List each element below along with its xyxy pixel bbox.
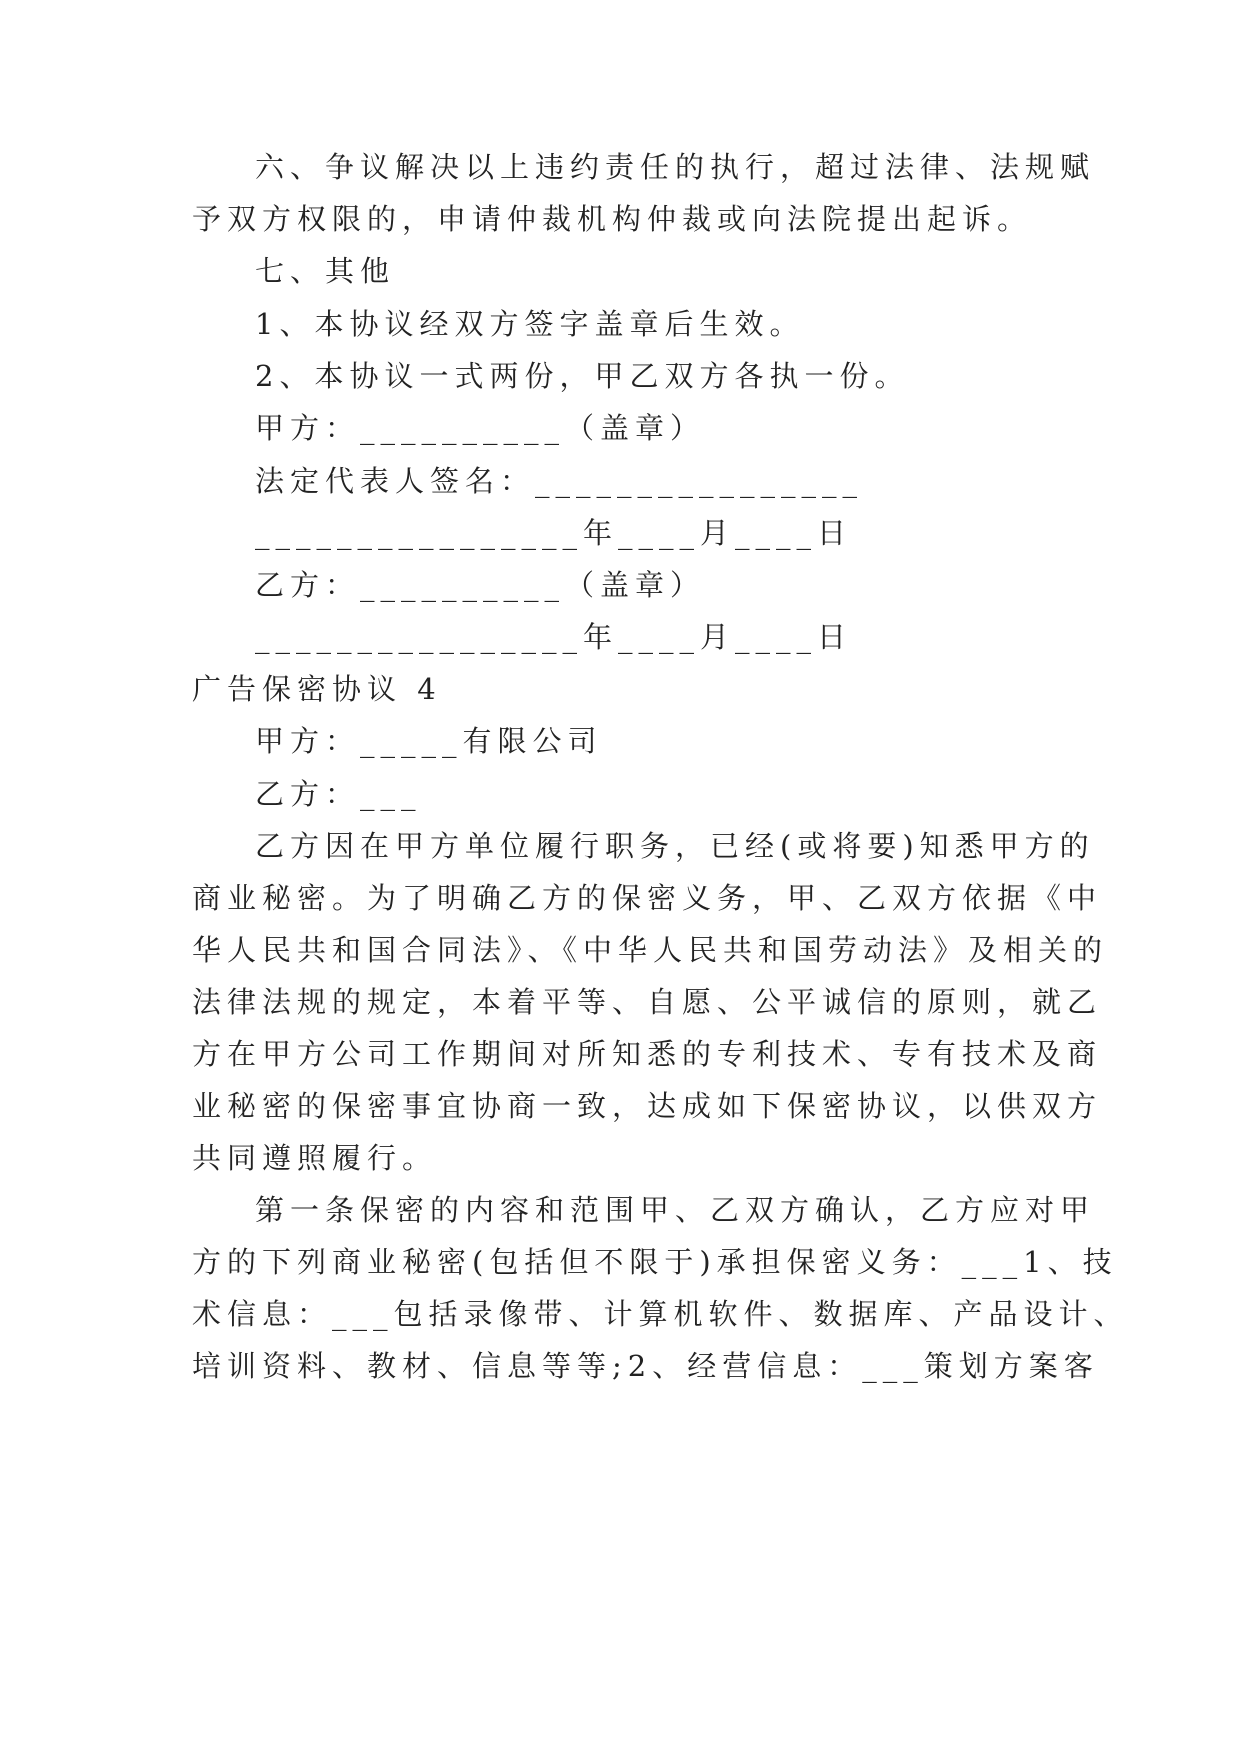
- preamble-line-3: 华人民共和国合同法》、《中华人民共和国劳动法》及相关的: [192, 933, 1109, 967]
- article-1-line-3: 术信息：___包括录像带、计算机软件、数据库、产品设计、: [192, 1297, 1129, 1331]
- article-1-line-2: 方的下列商业秘密(包括但不限于)承担保密义务：___1、技: [192, 1245, 1118, 1279]
- clause-6-line-1: 六、争议解决以上违约责任的执行，超过法律、法规赋: [255, 150, 1096, 184]
- clause-7-heading: 七、其他: [255, 254, 396, 288]
- preamble-line-2: 商业秘密。为了明确乙方的保密义务，甲、乙双方依据《中: [192, 881, 1103, 915]
- date-line-2: ________________年____月____日: [255, 620, 853, 654]
- clause-7-item-1: 1、本协议经双方签字盖章后生效。: [255, 307, 805, 341]
- preamble-line-4: 法律法规的规定，本着平等、自愿、公平诚信的原则，就乙: [192, 985, 1103, 1019]
- preamble-line-6: 业秘密的保密事宜协商一致，达成如下保密协议，以供双方: [192, 1089, 1103, 1123]
- clause-6-line-2: 予双方权限的，申请仲裁机构仲裁或向法院提出起诉。: [192, 202, 1033, 236]
- agreement-title: 广告保密协议 4: [192, 672, 442, 706]
- clause-7-item-2: 2、本协议一式两份，甲乙双方各执一份。: [255, 359, 910, 393]
- preamble-line-1: 乙方因在甲方单位履行职务，已经(或将要)知悉甲方的: [255, 829, 1095, 863]
- preamble-line-7: 共同遵照履行。: [192, 1141, 438, 1175]
- party-a-line: 甲方：_____有限公司: [255, 724, 603, 758]
- party-b-line: 乙方：___: [255, 777, 422, 811]
- preamble-line-5: 方在甲方公司工作期间对所知悉的专利技术、专有技术及商: [192, 1037, 1103, 1071]
- party-b-seal-line: 乙方：__________（盖章）: [255, 568, 706, 602]
- date-line-1: ________________年____月____日: [255, 516, 853, 550]
- article-1-line-1: 第一条保密的内容和范围甲、乙双方确认，乙方应对甲: [255, 1193, 1096, 1227]
- legal-rep-signature-line: 法定代表人签名：________________: [255, 464, 864, 498]
- article-1-line-4: 培训资料、教材、信息等等;2、经营信息：___策划方案客: [192, 1349, 1099, 1383]
- party-a-seal-line: 甲方：__________（盖章）: [255, 411, 706, 445]
